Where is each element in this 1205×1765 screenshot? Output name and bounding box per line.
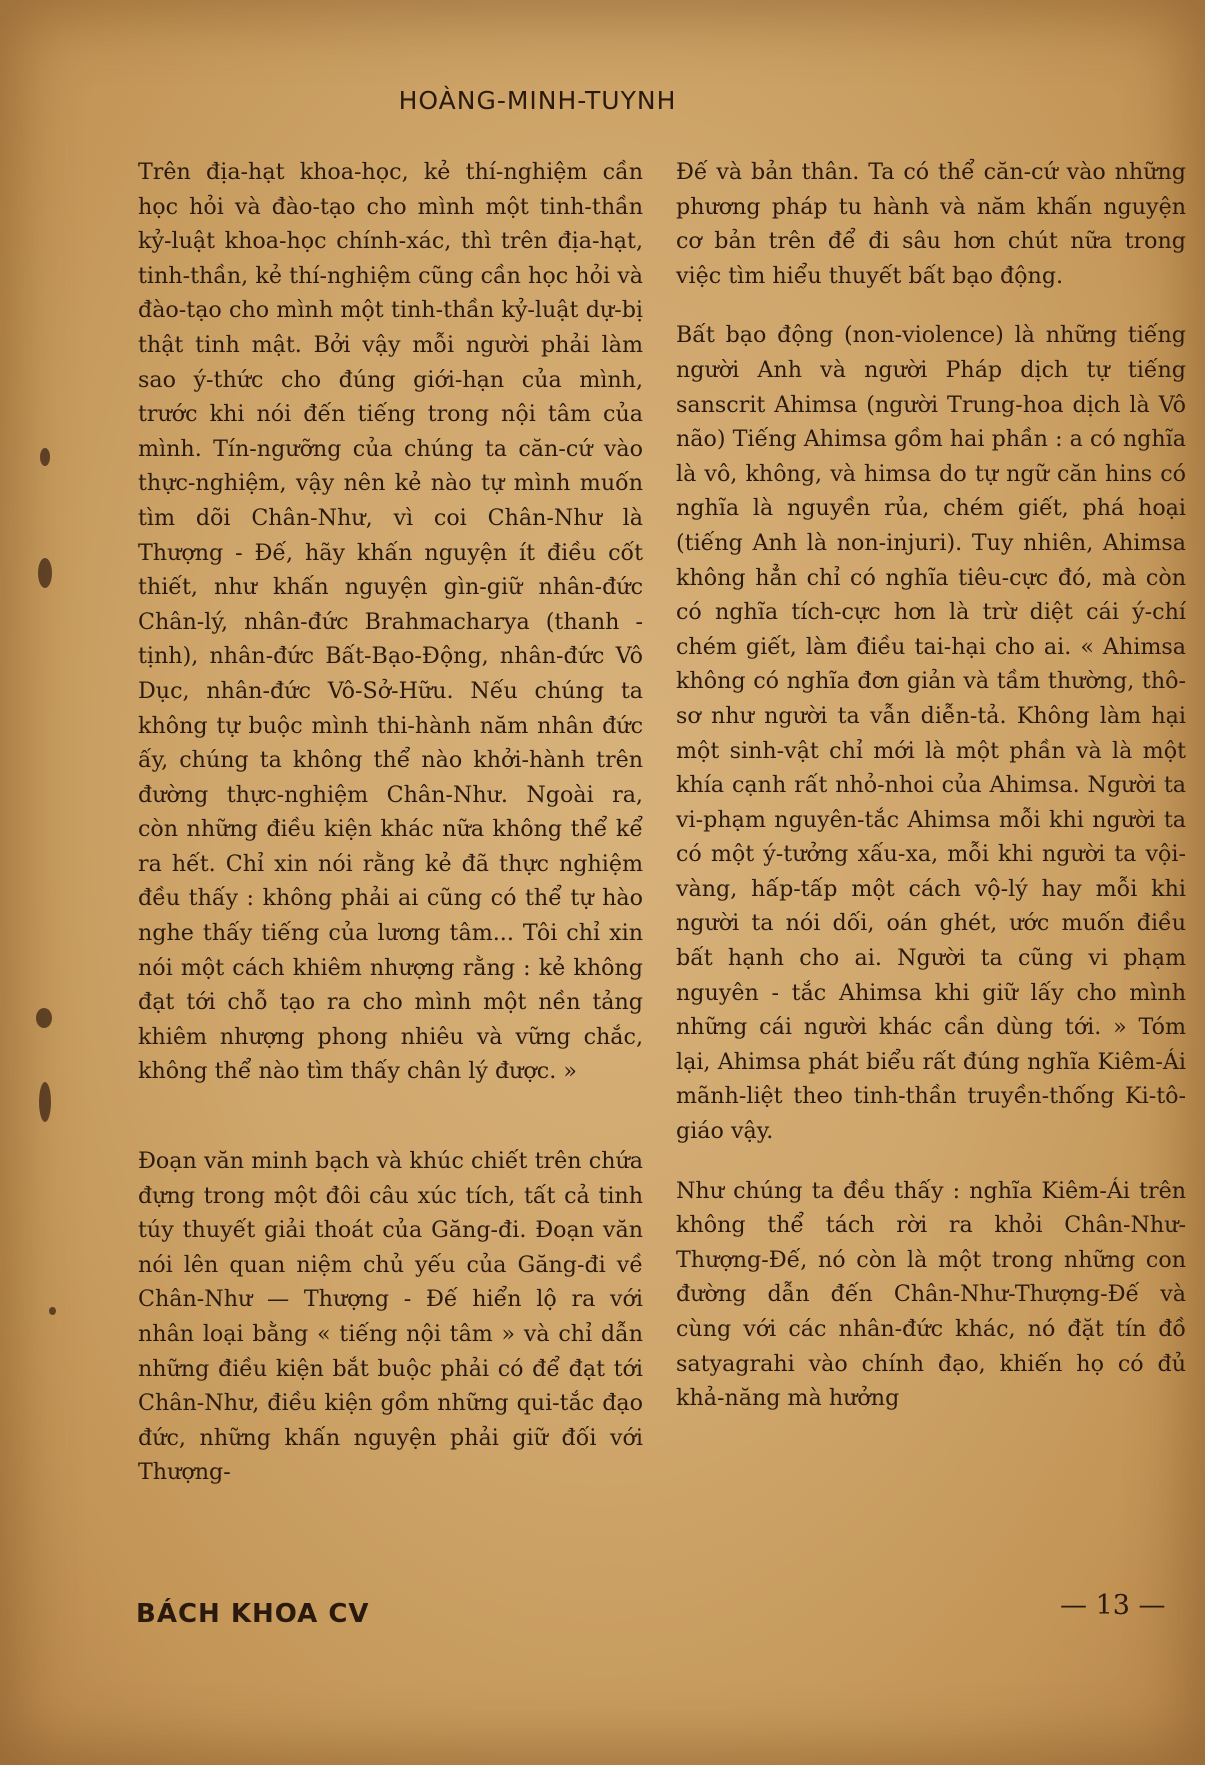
paragraph: Bất bạo động (non-violence) là những tiếng người Anh và người Pháp dịch tự tiếng sanscrit Ahimsa (người Trung-hoa dịch là Vô não) Tiếng Ahimsa gồm hai phần : a có nghĩa là vô, không, và himsa do tự ngữ căn hins có nghĩa là nguyền rủa, chém giết, phá hoại (tiếng Anh là non-injuri). Tuy nhiên, Ahimsa không hẳn chỉ có nghĩa tiêu-cực đó, mà còn có nghĩa tích-cực hơn là trừ diệt cái ý-chí chém giết, làm điều tai-hại cho ai. « Ahimsa không có nghĩa đơn giản và tầm thường, thô-sơ như người ta vẫn diễn-tả. Không làm hại một sinh-vật chỉ mới là một phần và là một khía cạnh rất nhỏ-nhoi của Ahimsa. Người ta vi-phạm nguyên-tắc Ahimsa mỗi khi người ta có một ý-tưởng xấu-xa, mỗi khi người ta vội-vàng, hấp-tấp một cách vộ-lý hay mỗi khi người ta nói dối, oán ghét, ước muốn điều bất hạnh cho ai. Người ta cũng vi phạm nguyên - tắc Ahimsa khi giữ lấy cho mình những cái người khác cần dùng tới. » Tóm lại, Ahimsa phát biểu rất đúng nghĩa Kiêm-Ái mãnh-liệt theo tinh-thần truyền-thống Ki-tô-giáo vậy. [676, 322, 1186, 1145]
margin-ink-blot [40, 448, 50, 466]
margin-ink-blot [38, 558, 52, 588]
paragraph: Đoạn văn minh bạch và khúc chiết trên chứa đựng trong một đôi câu xúc tích, tất cả tinh túy thuyết giải thoát của Găng-đi. Đoạn văn nói lên quan niệm chủ yếu của Găng-đi về Chân-Như — Thượng - Đế hiển lộ ra với nhân loại bằng « tiếng nội tâm » và chỉ dẫn những điều kiện bắt buộc phải có để đạt tới Chân-Như, điều kiện gồm những qui-tắc đạo đức, những khấn nguyện phải giữ đối với Thượng- [138, 1148, 643, 1486]
margin-ink-blot [36, 1008, 52, 1028]
margin-ink-blot [39, 1082, 51, 1122]
paragraph: Đế và bản thân. Ta có thể căn-cứ vào những phương pháp tu hành và năm khấn nguyện cơ bản trên để đi sâu hơn chút nữa trong việc tìm hiểu thuyết bất bạo động. [676, 159, 1186, 289]
paragraph: Như chúng ta đều thấy : nghĩa Kiêm-Ái trên không thể tách rời ra khỏi Chân-Như-Thượng-Đế, nó còn là một trong những con đường dẫn đến Chân-Như-Thượng-Đế và cùng với các nhân-đức khác, nó đặt tín đồ satyagrahi vào chính đạo, khiến họ có đủ khả-năng mà hưởng [676, 1177, 1186, 1412]
journal-name: BÁCH KHOA CV [136, 1599, 370, 1629]
page-number: — 13 — [1060, 1590, 1166, 1621]
paragraph: Trên địa-hạt khoa-học, kẻ thí-nghiệm cần học hỏi và đào-tạo cho mình một tinh-thần kỷ-luật khoa-học chính-xác, thì trên địa-hạt, tinh-thần, kẻ thí-nghiệm cũng cần học hỏi và đào-tạo cho mình một tinh-thần kỷ-luật dự-bị thật tinh mật. Bởi vậy mỗi người phải làm sao ý-thức cho đúng giới-hạn của mình, trước khi nói đến tiếng trong nội tâm của mình. Tín-ngưỡng của chúng ta căn-cứ vào thực-nghiệm, vậy nên kẻ nào tự mình muốn tìm dõi Chân-Như, vì coi Chân-Như là Thượng - Đế, hãy khấn nguyện ít điều cốt thiết, như khấn nguyện gìn-giữ nhân-đức Chân-lý, nhân-đức Brahmacharya (thanh - tịnh), nhân-đức Bất-Bạo-Động, nhân-đức Vô Dục, nhân-đức Vô-Sở-Hữu. Nếu chúng ta không tự buộc mình thi-hành năm nhân đức ấy, chúng ta không thể nào khởi-hành trên đường thực-nghiệm Chân-Như. Ngoài ra, còn những điều kiện khác nữa không thể kể ra hết. Chỉ xin nói rằng kẻ đã thực nghiệm đều thấy : không phải ai cũng có thể tự hào nghe thấy tiếng của lương tâm... Tôi chỉ xin nói một cách khiêm nhượng rằng : kẻ không đạt tới chỗ tạo ra cho mình một nền tảng khiêm nhượng phong nhiêu và vững chắc, không thể nào tìm thấy chân lý được. » [138, 159, 643, 1085]
margin-ink-blot [49, 1307, 56, 1315]
running-title: HOÀNG-MINH-TUYNH [398, 86, 677, 115]
left-column [138, 155, 643, 1490]
right-column [676, 155, 1186, 1416]
